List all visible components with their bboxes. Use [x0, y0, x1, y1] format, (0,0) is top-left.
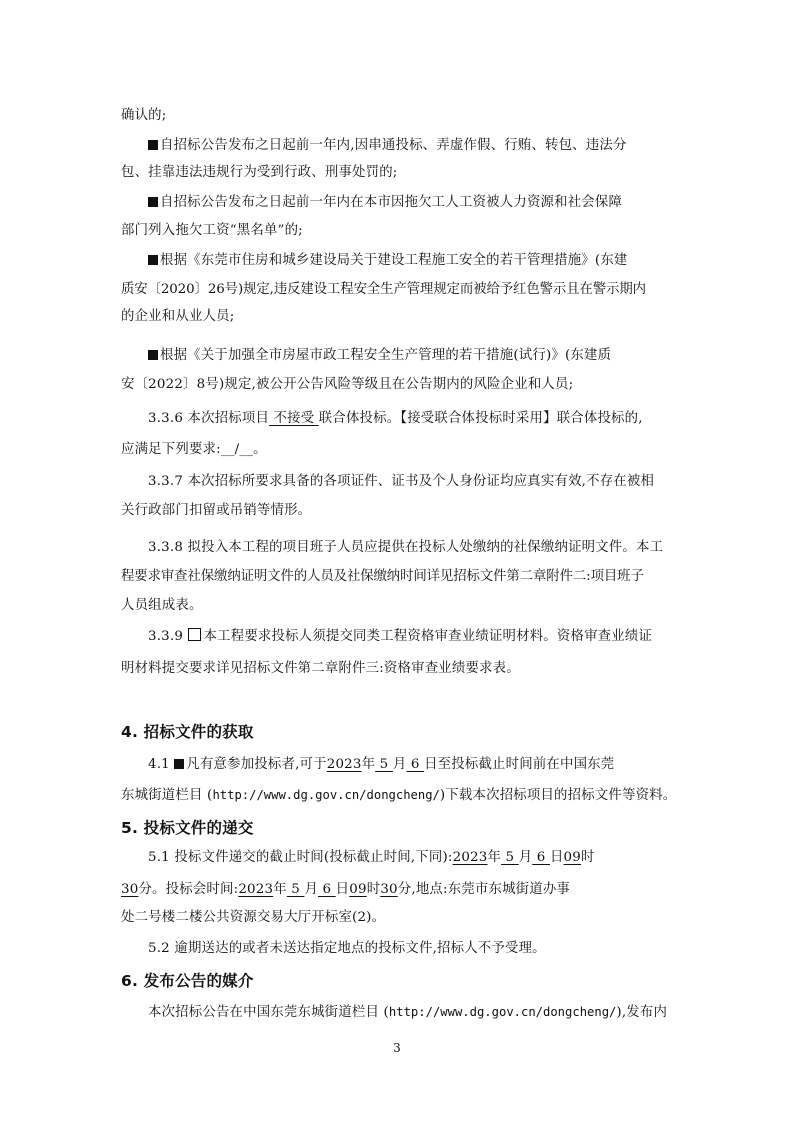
text: 3.3.6 本次招标项目 — [148, 411, 270, 426]
text: 根据《东莞市住房和城乡建设局关于建设工程施工安全的若干管理措施》(东建 — [160, 253, 628, 268]
month-value: 5 — [286, 882, 305, 897]
text: 的企业和从业人员; — [121, 309, 235, 324]
text: 程要求审查社保缴纳证明文件的人员及社保缴纳时间详见招标文件第二章附件二:项目班子 — [121, 569, 644, 584]
paragraph-line — [121, 280, 677, 300]
text: 确认的; — [121, 108, 167, 123]
text: 自招标公告发布之日起前一年内,因串通投标、弄虚作假、行贿、转包、违法分 — [160, 138, 627, 153]
clause-3-3-7 — [148, 472, 677, 492]
paragraph-line — [121, 880, 677, 900]
paragraph-line — [121, 659, 677, 679]
text: 联合体投标。【接受联合体投标时采用】联合体投标的, — [318, 411, 643, 426]
day-value: 6 — [318, 882, 336, 897]
text: 应满足下列要求: — [121, 442, 221, 457]
paragraph-line — [121, 501, 677, 521]
year-value: 2023 — [326, 757, 362, 772]
text: 东城街道栏目 ( — [121, 788, 213, 803]
text: 安〔2022〕8号)规定,被公开公告风险等级且在公告期内的风险企业和人员; — [121, 377, 574, 392]
clause-4-1 — [148, 755, 677, 775]
paragraph-line — [121, 440, 677, 460]
checked-square-icon — [174, 759, 184, 769]
url-text: http://www.dg.gov.cn/dongcheng/ — [388, 1005, 617, 1019]
section-heading-4: 4. 招标文件的获取 — [121, 723, 254, 741]
section-heading-5: 5. 投标文件的递交 — [121, 819, 254, 837]
paragraph-line — [121, 567, 677, 587]
text: 关行政部门扣留或吊销等情形。 — [121, 503, 312, 518]
text: 包、挂靠违法违规行为受到行政、刑事处罚的; — [121, 165, 398, 180]
text: 月 — [392, 757, 407, 772]
checked-square-icon — [148, 140, 158, 150]
text: 5.1 投标文件递交的截止时间(投标截止时间,下同): — [148, 850, 453, 865]
text: 3.3.8 拟投入本工程的项目班子人员应提供在投标人处缴纳的社保缴纳证明文件。本工 — [148, 540, 664, 555]
paragraph-line — [121, 375, 677, 395]
text: 本工程要求投标人须提交同类工程资格审查业绩证明材料。资格审查业绩证 — [203, 629, 653, 644]
clause-5-1 — [148, 848, 677, 868]
criterion-item — [148, 136, 677, 156]
text: 日 — [335, 882, 350, 897]
clause-3-3-9 — [148, 627, 677, 647]
page-number: 3 — [393, 1041, 401, 1055]
text: 5.2 逾期送达的或者未送达指定地点的投标文件,招标人不予受理。 — [148, 941, 546, 956]
text: 日至投标截止时间前在中国东莞 — [424, 757, 615, 772]
paragraph-line — [121, 106, 677, 126]
paragraph-line — [121, 163, 677, 183]
day-value: 6 — [406, 757, 425, 772]
text: 分,地点:东莞市东城街道办事 — [397, 882, 571, 897]
text: 时 — [366, 882, 381, 897]
paragraph-line — [121, 596, 677, 616]
text: 分。投标会时间: — [138, 882, 239, 897]
criterion-item — [148, 346, 677, 366]
paragraph-line — [121, 785, 677, 806]
year-value: 2023 — [238, 882, 274, 897]
text: 根据《关于加强全市房屋市政工程安全生产管理的若干措施(试行)》(东建质 — [160, 348, 612, 363]
section-heading-6: 6. 发布公告的媒介 — [121, 972, 254, 990]
checked-square-icon — [148, 197, 158, 207]
text: 明材料提交要求详见招标文件第二章附件三:资格审查业绩要求表。 — [121, 661, 520, 676]
paragraph-line — [148, 1002, 677, 1023]
text: 年 — [273, 882, 287, 897]
text: 凡有意参加投标者,可于 — [186, 757, 327, 772]
year-value: 2023 — [452, 850, 488, 865]
text: 部门列入拖欠工资“黑名单”的; — [121, 223, 303, 238]
checked-square-icon — [148, 350, 158, 360]
paragraph-line — [121, 221, 677, 241]
clause-3-3-6 — [148, 409, 677, 429]
text: 3.3.9 — [148, 629, 184, 644]
text: 4.1 — [148, 757, 175, 772]
criterion-item — [148, 193, 677, 213]
text: ),发布内 — [616, 1005, 668, 1020]
text: 人员组成表。 — [121, 598, 203, 613]
blank-value: __/__ — [220, 442, 254, 457]
hour-value: 09 — [563, 850, 581, 865]
text: )下载本次招标项目的招标文件等资料。 — [439, 788, 677, 803]
hour-value: 09 — [349, 882, 367, 897]
month-value: 5 — [375, 757, 393, 772]
text: 。 — [253, 442, 267, 457]
text: 时 — [581, 850, 595, 865]
text: 月 — [518, 850, 533, 865]
clause-5-2 — [148, 939, 677, 959]
unchecked-box-icon — [188, 628, 201, 641]
text: 质安〔2020〕26号)规定,违反建设工程安全生产管理规定而被给予红色警示且在警示期内 — [121, 282, 646, 297]
text: 处二号楼二楼公共资源交易大厅开标室(2)。 — [121, 910, 386, 925]
text: 月 — [304, 882, 319, 897]
url-text: http://www.dg.gov.cn/dongcheng/ — [212, 788, 440, 802]
text: 本次招标公告在中国东莞东城街道栏目 ( — [148, 1005, 389, 1020]
criterion-item — [148, 251, 677, 271]
minute-value: 30 — [121, 882, 139, 897]
clause-3-3-8 — [148, 538, 677, 558]
text: 年 — [487, 850, 502, 865]
minute-value: 30 — [380, 882, 398, 897]
paragraph-line — [121, 908, 677, 928]
text: 日 — [549, 850, 564, 865]
paragraph-line — [121, 307, 677, 327]
checked-square-icon — [148, 255, 158, 265]
day-value: 6 — [532, 850, 550, 865]
text: 年 — [361, 757, 376, 772]
text: 3.3.7 本次招标所要求具备的各项证件、证书及个人身份证均应真实有效,不存在被相 — [148, 474, 655, 489]
month-value: 5 — [501, 850, 519, 865]
joint-bid-value: 不接受 — [269, 411, 319, 426]
text: 自招标公告发布之日起前一年内在本市因拖欠工人工资被人力资源和社会保障 — [160, 195, 623, 210]
